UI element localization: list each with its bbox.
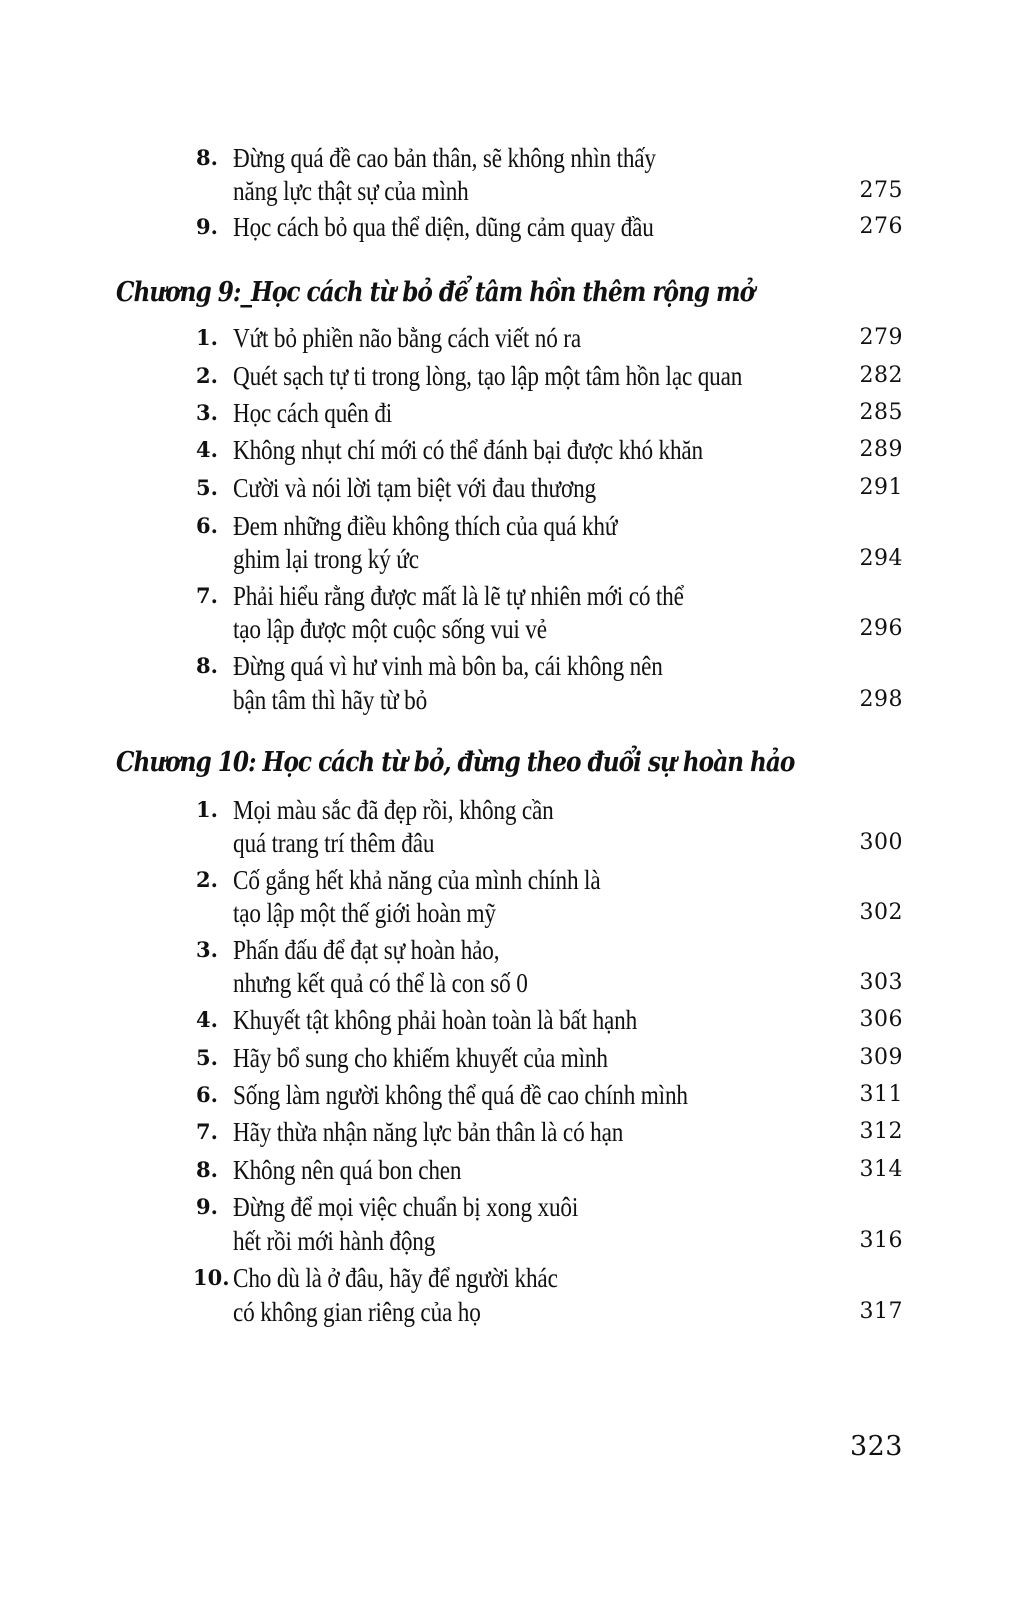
toc-item (0, 863, 1025, 897)
toc-item-page: 298 (859, 687, 903, 712)
toc-item-page: 317 (859, 1299, 903, 1324)
toc-item-number: 5. (196, 475, 218, 500)
toc-item-number: 7. (196, 1119, 218, 1144)
toc-item-title: Đừng quá vì hư vinh mà bôn ba, cái không nên (233, 651, 663, 681)
toc-item-number: 9. (196, 214, 218, 239)
toc-item-title: tạo lập một thế giới hoàn mỹ (233, 898, 496, 928)
toc-item-page: 276 (859, 214, 903, 239)
toc-item (0, 1153, 1025, 1187)
toc-item-continuation (0, 1224, 1025, 1258)
toc-item-number: 8. (196, 1157, 218, 1182)
toc-item-continuation (0, 966, 1025, 1000)
toc-item-page: 314 (859, 1157, 903, 1182)
toc-item-continuation (0, 683, 1025, 717)
toc-item-page: 275 (859, 178, 903, 203)
toc-item-number: 4. (196, 437, 218, 462)
toc-item-number: 2. (196, 363, 218, 388)
toc-item-page: 302 (859, 900, 903, 925)
toc-item (0, 1078, 1025, 1112)
toc-item-number: 3. (196, 400, 218, 425)
toc-item-page: 300 (859, 830, 903, 855)
toc-item-page: 312 (859, 1119, 903, 1144)
toc-item (0, 793, 1025, 827)
toc-item-page: 316 (859, 1228, 903, 1253)
toc-item-number: 2. (196, 867, 218, 892)
toc-item-title: Khuyết tật không phải hoàn toàn là bất hạnh (233, 1005, 638, 1035)
toc-item (0, 1261, 1025, 1295)
toc-item-number: 9. (196, 1194, 218, 1219)
chapter-heading: Chương 9:_Học cách từ bỏ để tâm hồn thêm rộng mở (116, 277, 755, 308)
toc-item-continuation (0, 896, 1025, 930)
toc-item-number: 7. (196, 583, 218, 608)
toc-item (0, 1190, 1025, 1224)
toc-item-title: Sống làm người không thể quá đề cao chính mình (233, 1080, 688, 1110)
toc-item-title: Không nên quá bon chen (233, 1155, 462, 1185)
toc-item-title: năng lực thật sự của mình (233, 176, 469, 206)
toc-item-number: 1. (196, 797, 218, 822)
toc-item-title: hết rồi mới hành động (233, 1226, 436, 1256)
toc-item-page: 289 (859, 437, 903, 462)
toc-item (0, 359, 1025, 393)
toc-item-continuation (0, 542, 1025, 576)
toc-item-page: 309 (859, 1045, 903, 1070)
toc-item-continuation (0, 826, 1025, 860)
toc-item-title: Đừng quá đề cao bản thân, sẽ không nhìn thấy (233, 143, 656, 173)
toc-item-title: Hãy bổ sung cho khiếm khuyết của mình (233, 1043, 608, 1073)
toc-item (0, 396, 1025, 430)
toc-item-title: Cố gắng hết khả năng của mình chính là (233, 865, 601, 895)
toc-item-title: Mọi màu sắc đã đẹp rồi, không cần (233, 795, 554, 825)
toc-item-number: 8. (196, 653, 218, 678)
page-number: 323 (849, 1431, 903, 1462)
toc-item (0, 1041, 1025, 1075)
toc-item-continuation (0, 1295, 1025, 1329)
toc-item-continuation (0, 612, 1025, 646)
toc-item-title: Quét sạch tự ti trong lòng, tạo lập một tâm hồn lạc quan (233, 361, 743, 391)
toc-item-title: có không gian riêng của họ (233, 1297, 481, 1327)
toc-item-title: Vứt bỏ phiền não bằng cách viết nó ra (233, 323, 581, 353)
toc-item-title: Cười và nói lời tạm biệt với đau thương (233, 473, 596, 503)
toc-item-page: 311 (859, 1082, 903, 1107)
toc-item-number: 4. (196, 1007, 218, 1032)
toc-item (0, 210, 1025, 244)
toc-item-page: 282 (859, 363, 903, 388)
toc-item-title: ghim lại trong ký ức (233, 544, 419, 574)
chapter-heading: Chương 10: Học cách từ bỏ, đừng theo đuổi sự hoàn hảo (116, 747, 795, 778)
toc-item-title: Học cách bỏ qua thể diện, dũng cảm quay đầu (233, 212, 654, 242)
toc-item-page: 279 (859, 325, 903, 350)
toc-item-title: Đừng để mọi việc chuẩn bị xong xuôi (233, 1192, 579, 1222)
toc-item-number: 3. (196, 937, 218, 962)
toc-item-number: 6. (196, 1082, 218, 1107)
toc-item-title: bận tâm thì hãy từ bỏ (233, 685, 428, 715)
toc-item-title: Học cách quên đi (233, 398, 393, 428)
toc-item-number: 5. (196, 1045, 218, 1070)
toc-item-page: 294 (859, 546, 903, 571)
toc-item-page: 296 (859, 616, 903, 641)
toc-item-page: 291 (859, 475, 903, 500)
toc-item-continuation (0, 174, 1025, 208)
toc-item-title: Đem những điều không thích của quá khứ (233, 511, 618, 541)
toc-item-page: 303 (859, 970, 903, 995)
toc-item (0, 1115, 1025, 1149)
toc-item-title: tạo lập được một cuộc sống vui vẻ (233, 614, 547, 644)
toc-item (0, 579, 1025, 613)
toc-item (0, 649, 1025, 683)
toc-item-title: Phấn đấu để đạt sự hoàn hảo, (233, 935, 500, 965)
toc-item-title: Không nhụt chí mới có thể đánh bại được khó khăn (233, 435, 703, 465)
toc-item (0, 433, 1025, 467)
toc-item-number: 10. (193, 1265, 230, 1290)
toc-item-page: 285 (859, 400, 903, 425)
toc-item (0, 141, 1025, 175)
toc-item-title: nhưng kết quả có thể là con số 0 (233, 968, 528, 998)
toc-item-number: 6. (196, 513, 218, 538)
toc-item (0, 321, 1025, 355)
toc-item-title: Hãy thừa nhận năng lực bản thân là có hạn (233, 1117, 624, 1147)
toc-item-page: 306 (859, 1007, 903, 1032)
toc-item (0, 509, 1025, 543)
toc-item-number: 1. (196, 325, 218, 350)
toc-item-title: Cho dù là ở đâu, hãy để người khác (233, 1263, 558, 1293)
toc-item-title: Phải hiểu rằng được mất là lẽ tự nhiên mới có thể (233, 581, 684, 611)
toc-item-number: 8. (196, 145, 218, 170)
toc-item (0, 471, 1025, 505)
toc-item-title: quá trang trí thêm đâu (233, 828, 435, 858)
toc-item (0, 1003, 1025, 1037)
toc-item (0, 933, 1025, 967)
